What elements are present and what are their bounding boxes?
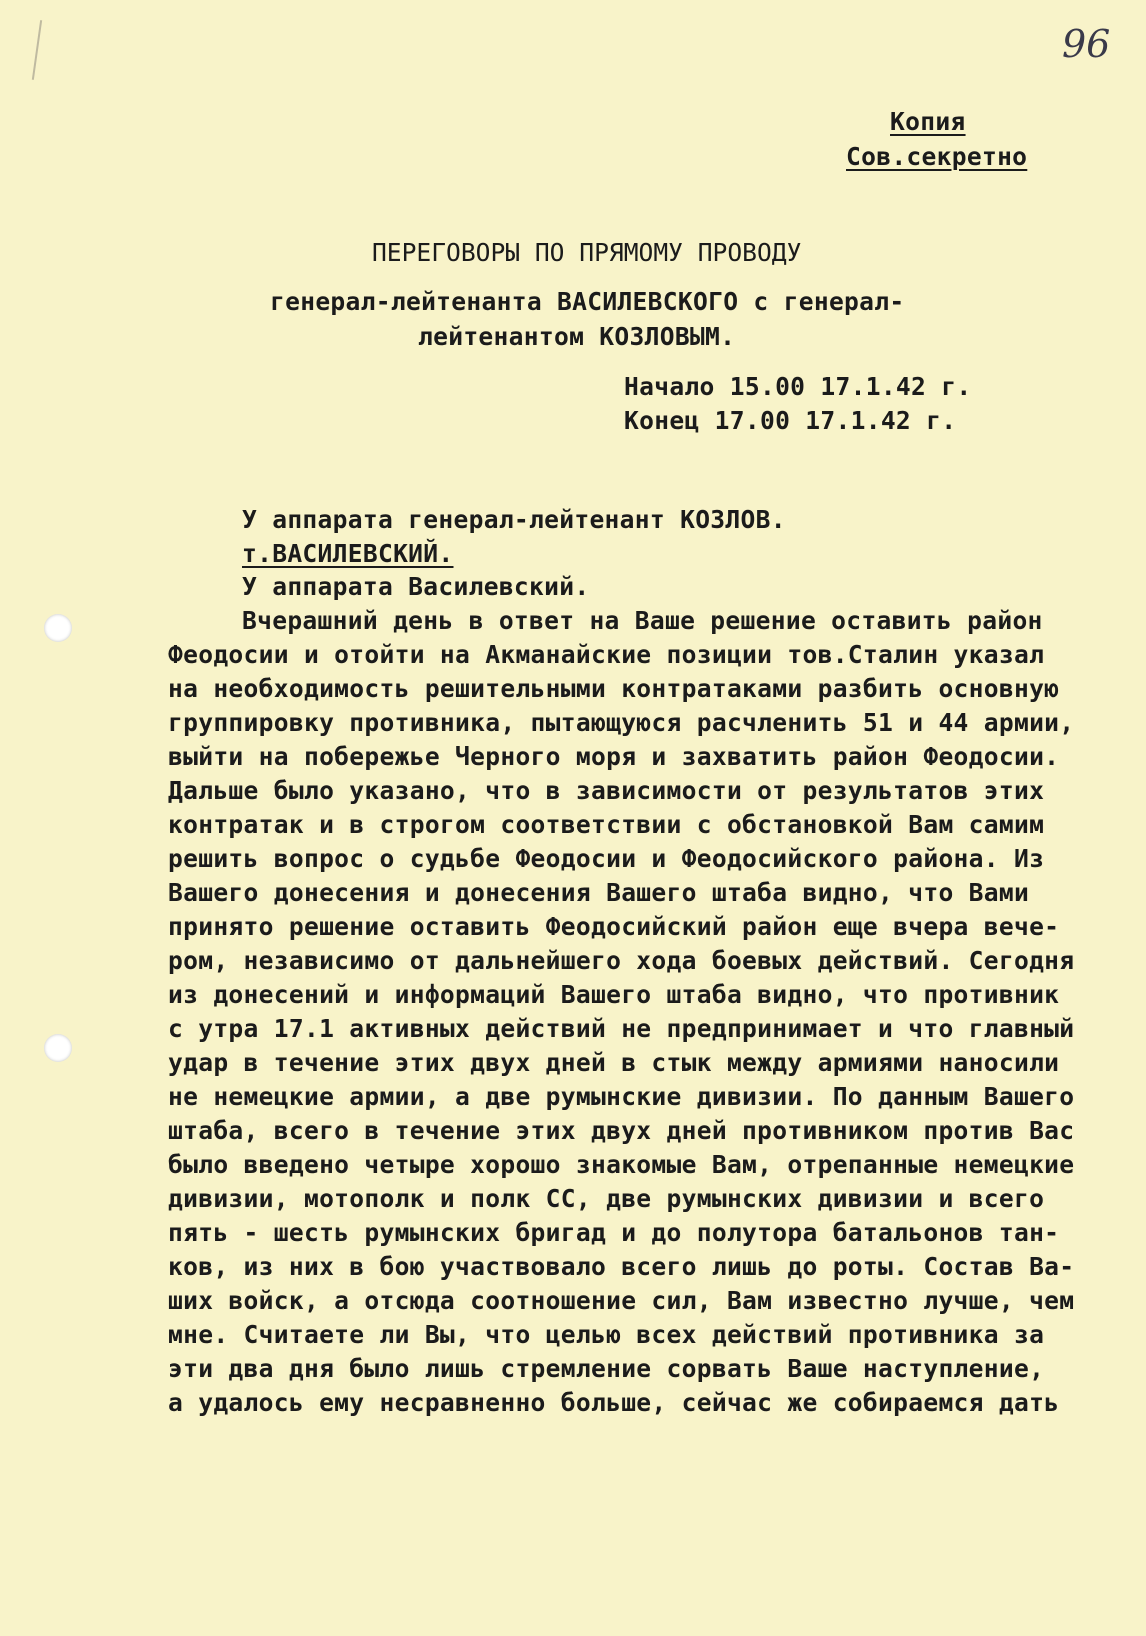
start-time: Начало 15.00 17.1.42 г. bbox=[624, 372, 972, 401]
classification-label: Сов.секретно bbox=[846, 142, 1028, 171]
pencil-mark bbox=[32, 20, 42, 80]
body-line: У аппарата Василевский. bbox=[242, 572, 590, 601]
document-title: ПЕРЕГОВОРЫ ПО ПРЯМОМУ ПРОВОДУ bbox=[372, 238, 802, 267]
body-line: удар в течение этих двух дней в стык между армиями наносили bbox=[168, 1048, 1060, 1077]
copy-stamp: Копия bbox=[890, 107, 966, 136]
body-line: принято решение оставить Феодосийский район еще вчера вече- bbox=[168, 912, 1060, 941]
handwritten-page-number: 96 bbox=[1062, 22, 1111, 66]
body-line: Феодосии и отойти на Акманайские позиции тов.Сталин указал bbox=[168, 640, 1045, 669]
body-line: ших войск, а отсюда соотношение сил, Вам известно лучше, чем bbox=[168, 1286, 1075, 1315]
body-line: У аппарата генерал-лейтенант КОЗЛОВ. bbox=[242, 505, 786, 534]
body-line: выйти на побережье Черного моря и захватить район Феодосии. bbox=[168, 742, 1060, 771]
body-line: Вашего донесения и донесения Вашего штаба видно, что Вами bbox=[168, 878, 1030, 907]
body-line: контратак и в строгом соответствии с обстановкой Вам самим bbox=[168, 810, 1045, 839]
body-line: было введено четыре хорошо знакомые Вам, отрепанные немецкие bbox=[168, 1150, 1075, 1179]
punch-hole-top bbox=[44, 614, 72, 642]
punch-hole-bottom bbox=[44, 1034, 72, 1062]
body-line: группировку противника, пытающуюся расчленить 51 и 44 армии, bbox=[168, 708, 1075, 737]
body-line: решить вопрос о судьбе Феодосии и Феодосийского района. Из bbox=[168, 844, 1045, 873]
body-line: с утра 17.1 активных действий не предпринимает и что главный bbox=[168, 1014, 1075, 1043]
body-line: Вчерашний день в ответ на Ваше решение оставить район bbox=[242, 606, 1043, 635]
body-line: дивизии, мотополк и полк СС, две румынских дивизии и всего bbox=[168, 1184, 1045, 1213]
end-time: Конец 17.00 17.1.42 г. bbox=[624, 406, 957, 435]
body-line: ков, из них в бою участвовало всего лишь до роты. Состав Ва- bbox=[168, 1252, 1075, 1281]
body-line: Дальше было указано, что в зависимости от результатов этих bbox=[168, 776, 1045, 805]
body-line: на необходимость решительными контратаками разбить основную bbox=[168, 674, 1060, 703]
document-subtitle-line2: лейтенантом КОЗЛОВЫМ. bbox=[418, 322, 736, 351]
body-line: пять - шесть румынских бригад и до полутора батальонов тан- bbox=[168, 1218, 1060, 1247]
body-line-addressee: т.ВАСИЛЕВСКИЙ. bbox=[242, 539, 454, 568]
body-line: штаба, всего в течение этих двух дней противником против Вас bbox=[168, 1116, 1075, 1145]
body-line: эти два дня было лишь стремление сорвать Ваше наступление, bbox=[168, 1354, 1045, 1383]
body-line: ром, независимо от дальнейшего хода боевых действий. Сегодня bbox=[168, 946, 1075, 975]
body-line: не немецкие армии, а две румынские дивизии. По данным Вашего bbox=[168, 1082, 1075, 1111]
body-line: а удалось ему несравненно больше, сейчас же собираемся дать bbox=[168, 1388, 1060, 1417]
body-line: мне. Считаете ли Вы, что целью всех действий противника за bbox=[168, 1320, 1045, 1349]
document-subtitle-line1: генерал-лейтенанта ВАСИЛЕВСКОГО с генерал- bbox=[270, 287, 905, 316]
body-line: из донесений и информаций Вашего штаба видно, что противник bbox=[168, 980, 1060, 1009]
